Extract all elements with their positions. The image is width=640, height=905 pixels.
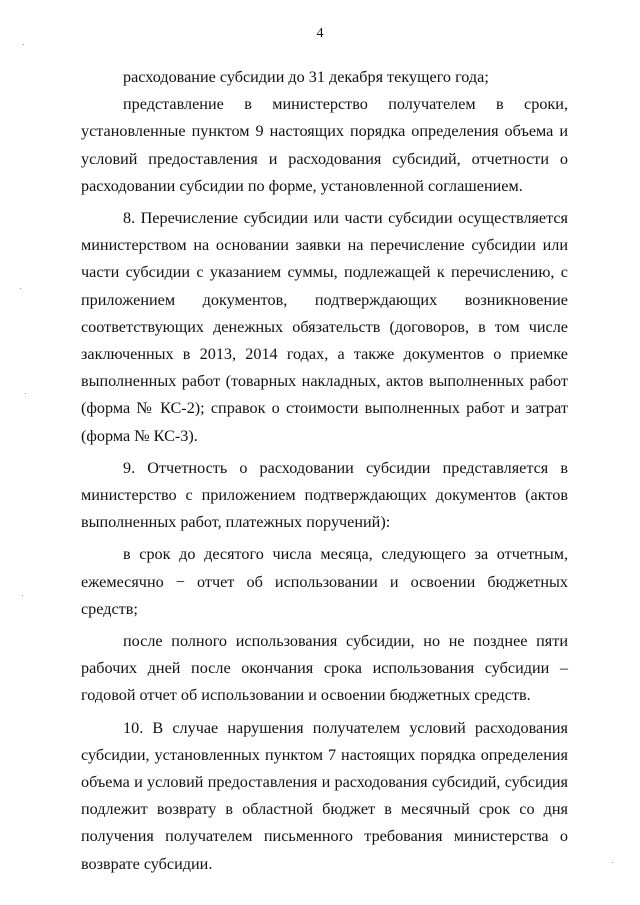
scan-speck bbox=[612, 862, 613, 863]
paragraph-subsidy-deadline: расходование субсидии до 31 декабря текущего года; bbox=[123, 68, 489, 86]
paragraph-monthly-report: в срок до десятого числа месяца, следующего за отчетным, ежемесячно − отчет об использовании и освоении бюджетных средств; bbox=[81, 545, 568, 618]
paragraph-annual-report: после полного использования субсидии, но не позднее пяти рабочих дней после окончания срока использования субсидии – годовой отчет об использовании и освоении бюджетных средств. bbox=[81, 632, 568, 705]
paragraph-9-reporting: 9. Отчетность о расходовании субсидии представляется в министерство с приложением подтверждающих документов (актов выполненных работ, платежных поручений): bbox=[81, 458, 568, 532]
scan-speck bbox=[23, 44, 24, 45]
document-body bbox=[81, 64, 568, 878]
scan-speck bbox=[22, 595, 23, 596]
scan-speck bbox=[25, 393, 26, 394]
paragraph-8-subsidy-transfer: 8. Перечисление субсидии или части субсидии осуществляется министерством на основании заявки на перечисление субсидии или части субсидии с указанием суммы, подлежащей к перечислению, с приложением документов, подтверждающих возникновение соответствующих денежных обязательств (договоров, в том числе заключенных в 2013, 2014 годах, а также документов о приемке выполненных работ (товарных накладных, актов выполненных работ (форма № КС-2); справок о стоимости выполненных работ и затрат (форма № КС-3). bbox=[81, 209, 568, 445]
page-number: 4 bbox=[316, 26, 324, 41]
scan-speck bbox=[20, 288, 21, 289]
paragraph-reporting-submission: представление в министерство получателем в сроки, установленные пунктом 9 настоящих порядка определения объема и условий предоставления и расходования субсидий, отчетности о расходовании субсидии по форме, установленной соглашением. bbox=[81, 95, 568, 195]
paragraph-10-subsidy-return: 10. В случае нарушения получателем условий расходования субсидии, установленных пунктом 7 настоящих порядка определения объема и условий предоставления и расходования субсидий, субсидия подлежит возврату в областной бюджет в месячный срок со дня получения получателем письменного требования министерства о возврате субсидии. bbox=[81, 718, 568, 873]
